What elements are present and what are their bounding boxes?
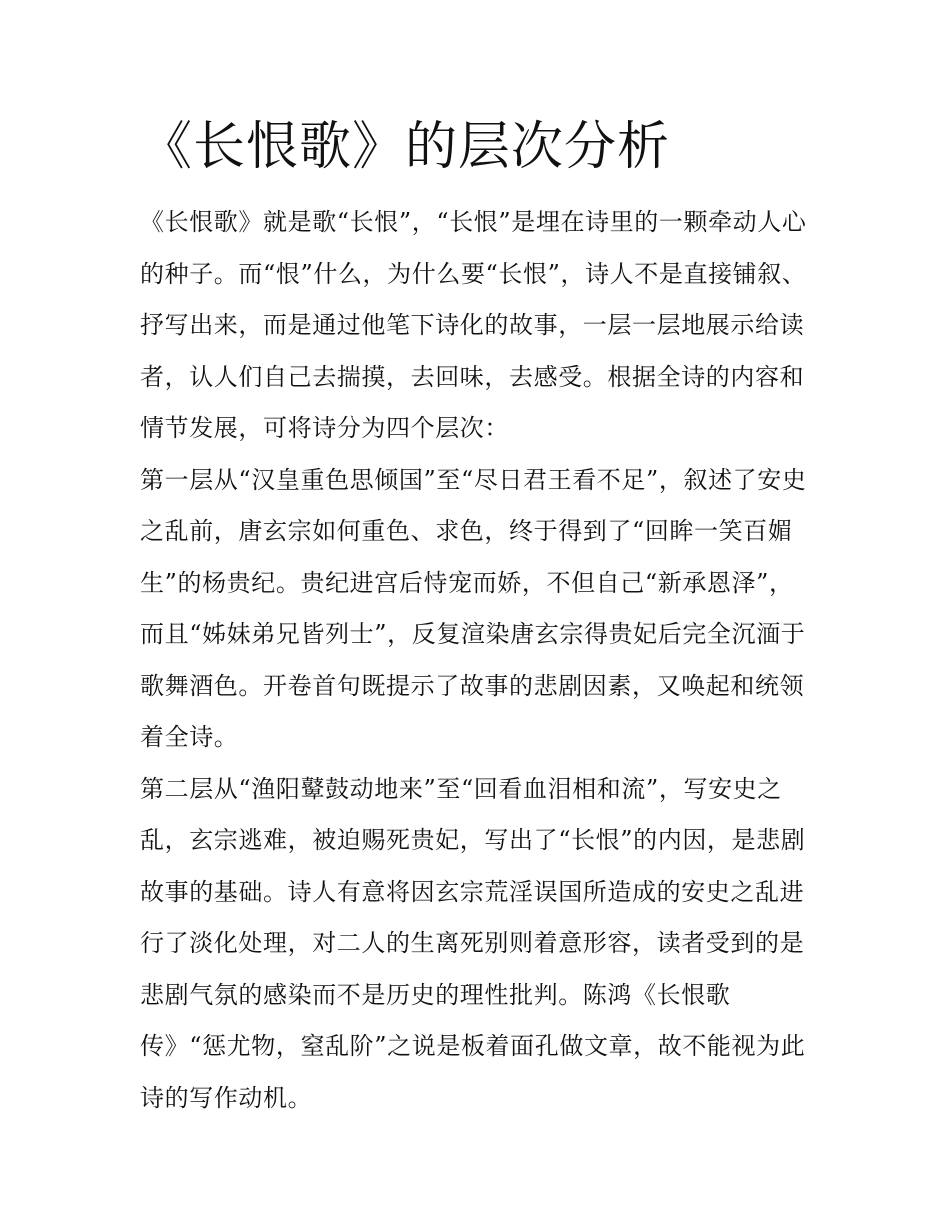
text-line: 情节发展，可将诗分为四个层次： [140,414,509,442]
text-line: 者，认人们自己去揣摸，去回味，去感受。根据全诗的内容和 [140,362,805,391]
text-line: 之乱前，唐玄宗如何重色、求色，终于得到了“回眸一笑百媚 [140,517,793,545]
text-line: 《长恨歌》就是歌“长恨”，“长恨”是埋在诗里的一颗牵动人心 [140,208,807,236]
document-body [140,197,840,1124]
text-line: 抒写出来，而是通过他笔下诗化的故事，一层一层地展示给读 [140,311,805,339]
text-line: 第一层从“汉皇重色思倾国”至“尽日君王看不足”，叙述了安史 [140,465,807,494]
text-line: 乱，玄宗逃难，被迫赐死贵妃，写出了“长恨”的内因，是悲剧 [140,826,806,854]
text-line: 的种子。而“恨”什么，为什么要“长恨”，诗人不是直接铺叙、 [140,259,807,288]
text-line: 第二层从“渔阳鼙鼓动地来”至“回看血泪相和流”，写安史之 [140,774,782,803]
text-line: 行了淡化处理，对二人的生离死别则着意形容，读者受到的是 [140,929,805,957]
text-line: 故事的基础。诗人有意将因玄宗荒淫误国所造成的安史之乱进 [140,877,805,906]
text-line: 歌舞酒色。开卷首句既提示了故事的悲剧因素，又唤起和统领 [140,671,805,700]
text-line: 而且“姊妹弟兄皆列士”，反复渲染唐玄宗得贵妃后完全沉湎于 [140,620,806,648]
text-line: 悲剧气氛的感染而不是历史的理性批判。陈鸿《长恨歌 [140,980,731,1009]
text-line: 着全诗。 [140,723,239,751]
document-title: 《长恨歌》的层次分析 [140,117,671,177]
text-line: 诗的写作动机。 [140,1083,313,1112]
text-line: 传》“惩尤物，窒乱阶”之说是板着面孔做文章，故不能视为此 [140,1032,806,1060]
text-line: 生”的杨贵纪。贵纪进宫后恃宠而娇，不但自己“新承恩泽”， [140,568,794,597]
